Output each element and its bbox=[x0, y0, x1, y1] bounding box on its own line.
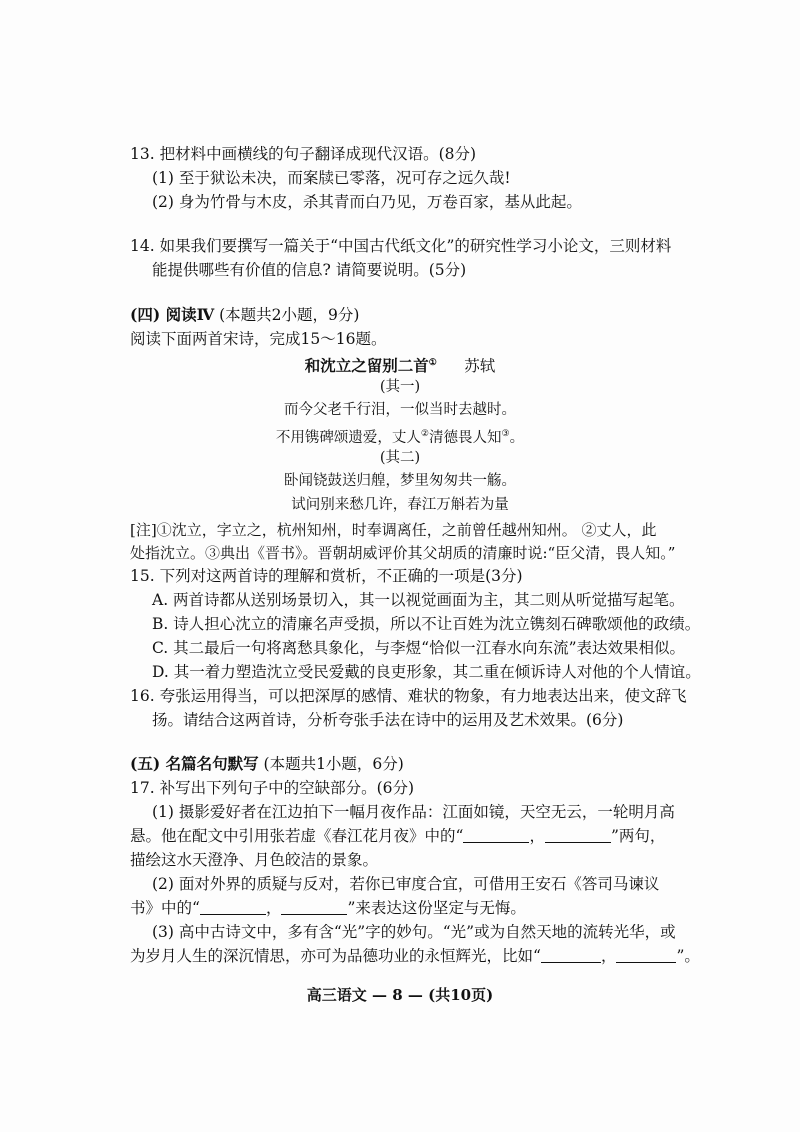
poem-1-line-2 bbox=[0, 424, 800, 448]
q17-item-2-blank-1[interactable] bbox=[200, 900, 266, 915]
poem-1-line-2-part-b: 清德畏人知 bbox=[429, 430, 502, 446]
q13-sentence-1: (1) 至于狱讼未决，而案牍已零落，况可存之远久哉! bbox=[152, 169, 511, 187]
poem-1-line-2-end: 。 bbox=[509, 430, 525, 446]
q16-line-1: 16. 夸张运用得当，可以把深厚的感情、难状的物象，有力地表达出来，使文辞飞 bbox=[130, 687, 687, 705]
q17-item-3-line-2 bbox=[130, 946, 700, 966]
q17-item-3-text-b: ”。 bbox=[676, 947, 700, 965]
section-4-intro: 阅读下面两首宋诗，完成15～16题。 bbox=[130, 330, 387, 348]
q17-item-2-text-b: ”来表达这份坚定与无悔。 bbox=[347, 899, 526, 917]
poem-title-note-mark: ① bbox=[428, 358, 437, 368]
poem-note-mark-2: ② bbox=[420, 429, 429, 439]
notes-line-1: [注]①沈立，字立之，杭州知州，时奉调离任，之前曾任越州知州。 ②丈人，此 bbox=[130, 521, 657, 539]
poem-2-line-2: 试问别来愁几许，春江万斛若为量 bbox=[291, 497, 509, 513]
q17-item-3-sep: ， bbox=[600, 947, 617, 965]
section-4-title: (四) 阅读Ⅳ bbox=[130, 305, 215, 324]
q17-item-1-line-1: (1) 摄影爱好者在江边拍下一幅月夜作品：江面如镜，天空无云，一轮明月高 bbox=[152, 803, 675, 821]
page-footer: 高三语文 — 8 — (共10页) bbox=[306, 986, 494, 1004]
section-4-note: (本题共2小题，9分) bbox=[219, 306, 360, 324]
poem-part-2-label: (其二) bbox=[379, 450, 421, 466]
q14-line-2: 能提供哪些有价值的信息? 请简要说明。(5分) bbox=[152, 261, 467, 279]
q13-stem: 13. 把材料中画横线的句子翻译成现代汉语。(8分) bbox=[130, 145, 477, 163]
q17-item-1-line-3: 描绘这水天澄净、月色皎洁的景象。 bbox=[130, 851, 379, 869]
section-4-heading bbox=[130, 305, 359, 325]
q15-option-d: D. 其一着力塑造沈立受民爱戴的良吏形象，其二重在倾诉诗人对他的个人情谊。 bbox=[152, 663, 701, 681]
q15-option-b: B. 诗人担心沈立的清廉名声受损，所以不让百姓为沈立镌刻石碑歌颂他的政绩。 bbox=[152, 615, 701, 633]
q17-stem: 17. 补写出下列句子中的空缺部分。(6分) bbox=[130, 779, 415, 797]
q17-item-1-blank-2[interactable] bbox=[545, 828, 611, 843]
poem-title: 和沈立之留别二首 bbox=[304, 356, 429, 375]
poem-title-line bbox=[0, 353, 800, 376]
q14-line-1: 14. 如果我们要撰写一篇关于“中国古代纸文化”的研究性学习小论文，三则材料 bbox=[130, 237, 672, 255]
q17-item-2-line-1: (2) 面对外界的质疑与反对，若你已审度合宜，可借用王安石《答司马谏议 bbox=[152, 875, 660, 893]
notes-line-2: 处指沈立。③典出《晋书》。晋朝胡威评价其父胡质的清廉时说:“臣父清，畏人知。” bbox=[130, 544, 676, 562]
q17-item-2-blank-2[interactable] bbox=[281, 900, 347, 915]
section-5-heading bbox=[130, 754, 404, 774]
q15-option-a: A. 两首诗都从送别场景切入，其一以视觉画面为主，其二则从听觉描写起笔。 bbox=[152, 591, 685, 609]
q17-item-1-text-b: ”两句， bbox=[610, 827, 666, 845]
poem-2-line-1: 卧闻铙鼓送归艎，梦里匆匆共一觞。 bbox=[284, 473, 516, 489]
section-5-title: (五) 名篇名句默写 bbox=[130, 754, 259, 773]
poem-author: 苏轼 bbox=[464, 357, 496, 375]
q17-item-2-sep: ， bbox=[265, 899, 282, 917]
q17-item-2-line-2 bbox=[130, 898, 526, 918]
q17-item-3-line-1: (3) 高中古诗文中，多有含“光”字的妙句。“光”或为自然天地的流转光华，或 bbox=[152, 923, 676, 941]
q17-item-3-blank-1[interactable] bbox=[541, 948, 601, 963]
poem-1-line-1: 而今父老千行泪，一似当时去越时。 bbox=[284, 402, 516, 418]
poem-part-1-label: (其一) bbox=[379, 379, 421, 395]
poem-1-line-2-part-a: 不用镌碑颂遗爱，丈人 bbox=[275, 430, 421, 446]
q17-item-1-text-a: 悬。他在配文中引用张若虚《春江花月夜》中的“ bbox=[130, 827, 464, 845]
poem-note-mark-3: ③ bbox=[501, 429, 510, 439]
q17-item-1-blank-1[interactable] bbox=[463, 828, 529, 843]
q16-line-2: 扬。请结合这两首诗，分析夸张手法在诗中的运用及艺术效果。(6分) bbox=[152, 711, 624, 729]
q17-item-2-text-a: 书》中的“ bbox=[130, 899, 200, 917]
q15-option-c: C. 其二最后一句将离愁具象化，与李煜“恰似一江春水向东流”表达效果相似。 bbox=[152, 639, 686, 657]
q17-item-3-blank-2[interactable] bbox=[616, 948, 676, 963]
q17-item-3-text-a: 为岁月人生的深沉情思，亦可为品德功业的永恒辉光，比如“ bbox=[130, 947, 541, 965]
q15-stem: 15. 下列对这两首诗的理解和赏析，不正确的一项是(3分) bbox=[130, 567, 523, 585]
q13-sentence-2: (2) 身为竹骨与木皮，杀其青而白乃见，万卷百家，基从此起。 bbox=[152, 193, 582, 211]
q17-item-1-line-2 bbox=[130, 826, 665, 846]
section-5-note: (本题共1小题，6分) bbox=[263, 755, 404, 773]
q17-item-1-sep: ， bbox=[529, 827, 545, 845]
